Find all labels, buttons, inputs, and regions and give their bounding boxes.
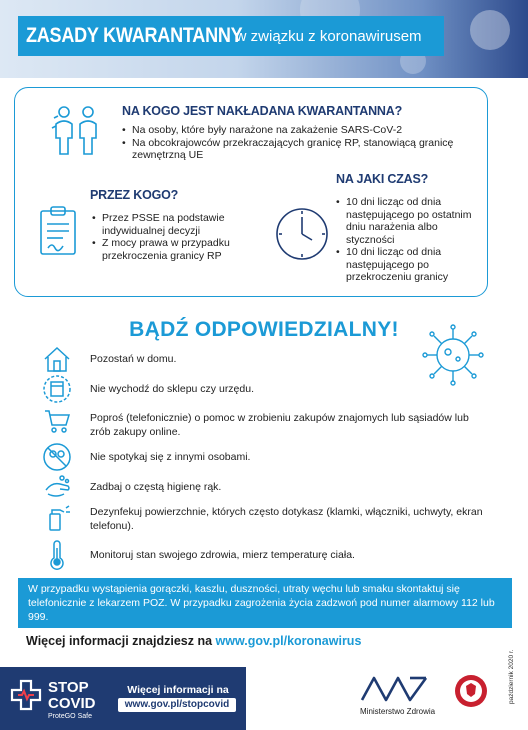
list-item: • 10 dni licząc od dnia następującego po ostatnim dniu narażenia albo styczności <box>336 196 476 246</box>
stopcovid-link[interactable]: www.gov.pl/stopcovid <box>118 698 236 712</box>
protego-tagline: ProteGO Safe <box>48 713 92 720</box>
rule-text: Dezynfekuj powierzchnie, których często dotykasz (klamki, włączniki, uchwyty, ekran telefonu). <box>90 506 483 532</box>
who-heading: NA KOGO JEST NAKŁADANA KWARANTANNA? <box>122 104 403 118</box>
rule-hand-hygiene <box>42 472 482 502</box>
rule-text: Pozostań w domu. <box>90 353 177 365</box>
alert-banner: W przypadku wystąpienia gorączki, kaszlu, duszności, utraty węchu lub smaku skontaktuj się telefonicznie z lekarzem POZ. W przypadku zagrożenia życia zadzwoń pod numer alarmowy 112 lub 999. <box>18 578 512 628</box>
stop-covid-line2: COVID <box>48 695 96 712</box>
rule-text: Nie wychodź do sklepu czy urzędu. <box>90 383 254 395</box>
rule-disinfect <box>42 502 482 534</box>
ministry-logo-icon <box>360 672 430 704</box>
rule-stay-home <box>42 344 482 374</box>
clock-icon <box>274 206 330 262</box>
by-whom-list <box>92 212 252 262</box>
by-whom-heading: PRZEZ KOGO? <box>90 188 179 202</box>
more-info-line <box>26 634 361 648</box>
list-item: • Na obcokrajowców przekraczających granicę RP, stanowiącą granicę zewnętrzną UE <box>122 137 462 162</box>
rule-text: Nie spotykaj się z innymi osobami. <box>90 451 251 463</box>
spray-icon <box>42 502 72 532</box>
responsible-heading: BĄDŹ ODPOWIEDZIALNY! <box>129 318 399 341</box>
koronawirus-link[interactable]: www.gov.pl/koronawirus <box>215 634 362 648</box>
more-info-label: Więcej informacji znajdziesz na <box>26 634 213 648</box>
title-bar <box>18 16 444 56</box>
rule-text: Monitoruj stan swojego zdrowia, mierz temperaturę ciała. <box>90 549 355 561</box>
rule-text: Poproś (telefonicznie) o pomoc w zrobieniu zakupów znajomych lub sąsiadów lub zrób zakupy online. <box>90 412 469 438</box>
people-icon <box>50 104 104 158</box>
no-meeting-icon <box>42 442 72 472</box>
list-item: • Na osoby, które były narażone na zakażenie SARS-CoV-2 <box>122 124 462 137</box>
page-subtitle: w związku z koronawirusem <box>235 27 422 45</box>
list-item: • Z mocy prawa w przypadku przekroczenia granicy RP <box>92 237 252 262</box>
rule-monitor-health <box>42 538 482 572</box>
house-icon <box>42 344 72 374</box>
rule-ask-help <box>42 406 482 438</box>
list-item: • Przez PSSE na podstawie indywidualnej decyzji <box>92 212 252 237</box>
ministry-label: Ministerstwo Zdrowia <box>360 707 436 716</box>
rule-no-meeting <box>42 442 482 472</box>
cart-icon <box>42 406 72 436</box>
stop-covid-logo-icon <box>10 679 42 711</box>
page-title: ZASADY KWARANTANNY <box>26 24 243 47</box>
duration-list <box>336 196 476 284</box>
stop-covid-info: Więcej informacji na <box>127 684 229 696</box>
rule-no-shop <box>42 374 482 404</box>
rule-text: Zadbaj o częstą higienę rąk. <box>90 481 222 493</box>
store-icon <box>42 374 72 404</box>
duration-heading: NA JAKI CZAS? <box>336 172 429 186</box>
sanitary-inspection-seal-icon <box>454 674 488 708</box>
list-item: • 10 dni licząc od dnia następującego po przekroczeniu granicy <box>336 246 476 284</box>
who-list <box>122 124 462 162</box>
stop-covid-line1: STOP <box>48 679 89 696</box>
thermometer-icon <box>42 538 72 572</box>
clipboard-icon <box>38 206 78 256</box>
date-note: październik 2020 r. <box>508 649 515 704</box>
hand-wash-icon <box>42 472 72 502</box>
